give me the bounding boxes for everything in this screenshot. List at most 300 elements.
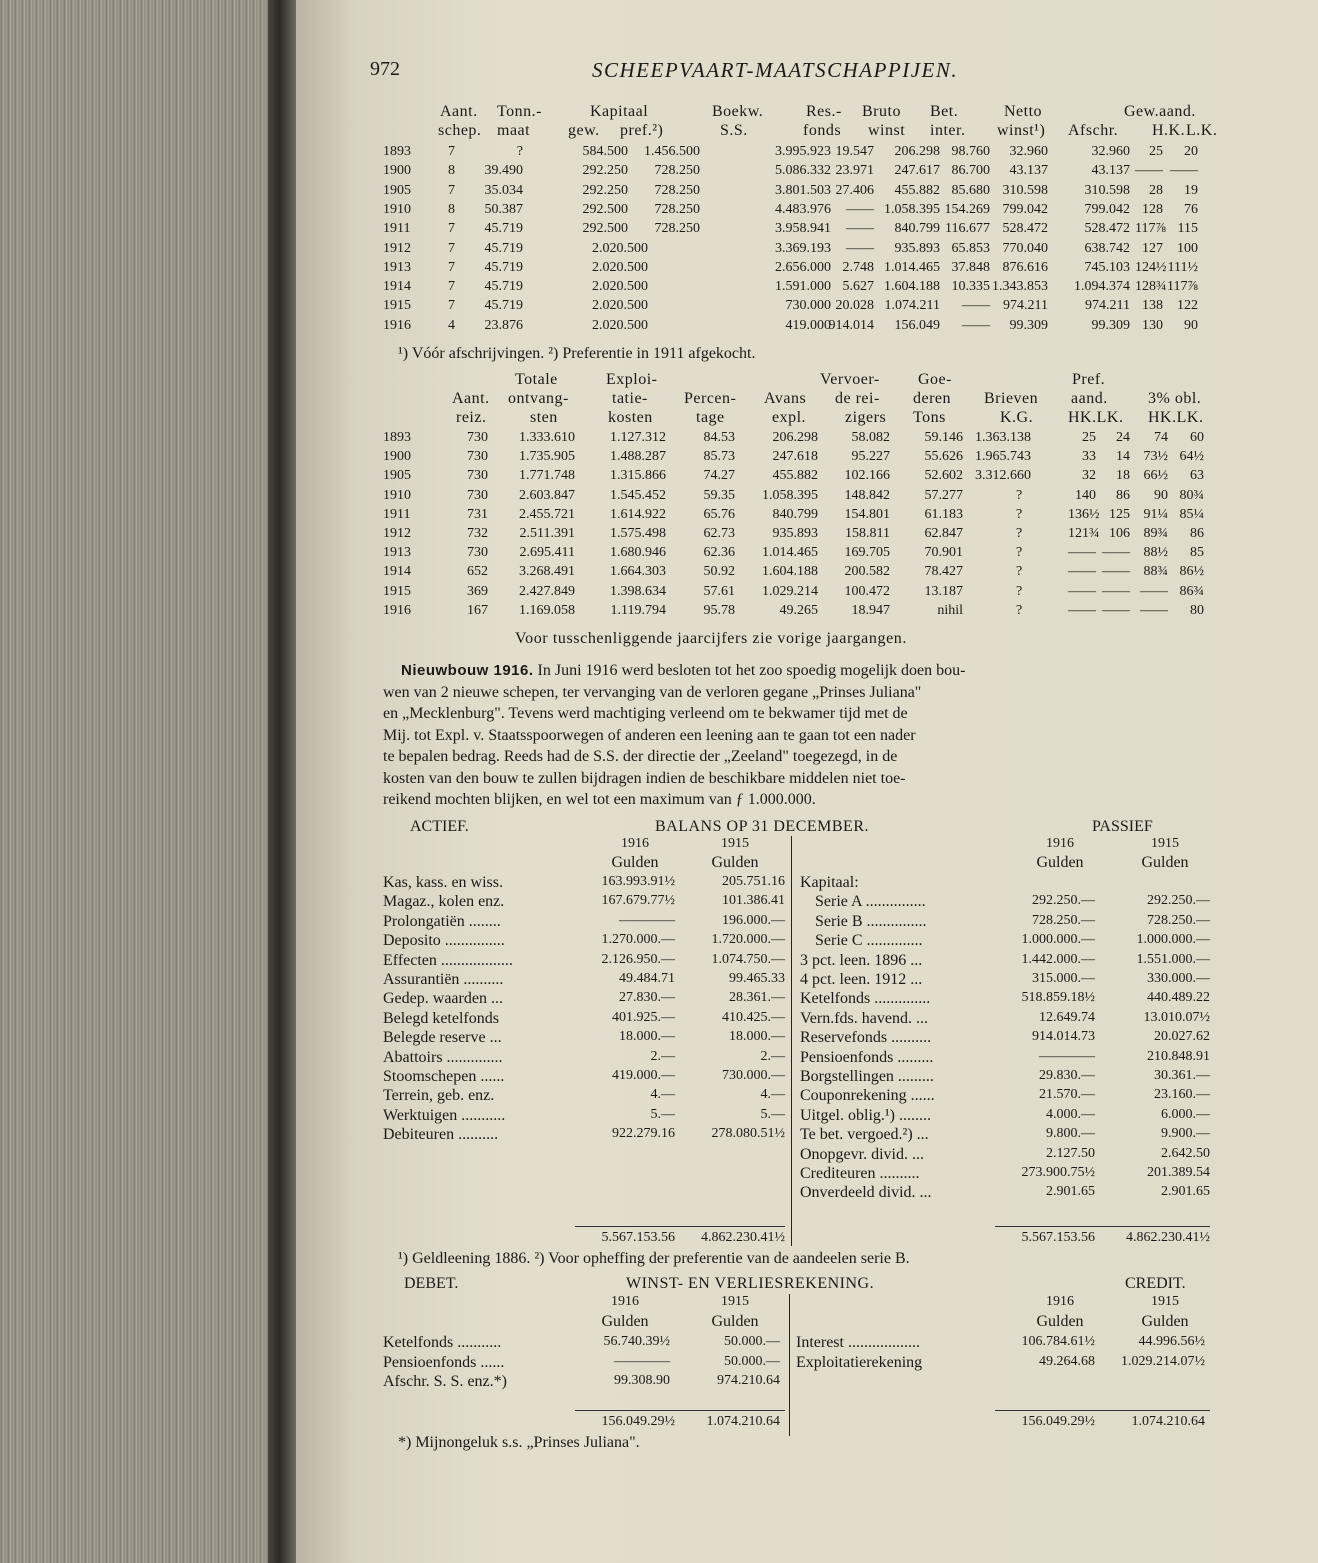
debet-1915: 50.000.— (724, 1334, 780, 1349)
table2-note: Voor tusschenliggende jaarcijfers zie vorige jaargangen. (515, 630, 907, 647)
passief-1916: ———— (1039, 1048, 1095, 1064)
table1-cell: 7 (448, 221, 455, 237)
table2-cell: 732 (467, 526, 488, 541)
table2-cell: 102.166 (844, 468, 890, 484)
table1-cell: 1913 (383, 259, 411, 275)
table1-header-top: Kapitaal (590, 103, 649, 120)
table1-cell: 7 (448, 240, 455, 256)
passief-1916: 728.250.— (1032, 912, 1095, 928)
table1-cell: 45.719 (484, 298, 523, 314)
table1-cell: 45.719 (484, 259, 523, 275)
winst-footnote: *) Mijnongeluk s.s. „Prinses Juliana". (398, 1434, 640, 1451)
passief-1916: 12.649.74 (1039, 1009, 1095, 1025)
table2-cell: 86 (1190, 526, 1204, 541)
table1-header-top: Tonn.- (497, 103, 542, 120)
passief-1915: 201.389.54 (1147, 1165, 1210, 1180)
table1-cell: —— (1135, 163, 1163, 179)
table2-cell: 1.058.395 (762, 487, 818, 503)
winst-unit-left-1: Gulden (601, 1313, 649, 1330)
table1-cell: 528.472 (1002, 221, 1048, 237)
table2-cell: 1900 (383, 449, 411, 465)
table1-cell: 8 (448, 163, 455, 179)
passief-label: Couponrekening ...... (800, 1087, 935, 1105)
table2-cell: 1893 (383, 430, 411, 445)
table2-cell: 63 (1190, 468, 1204, 484)
table1-cell: 10.335 (951, 279, 990, 295)
nieuwbouw-line-4: te bepalen bedrag. Reeds had de S.S. der directie der „Zeeland" toegezegd, in de (383, 748, 898, 765)
table1-cell: —— (962, 298, 990, 314)
table1-cell: 310.598 (1002, 182, 1048, 198)
table2-cell: 90 (1154, 487, 1168, 503)
actief-label: Magaz., kolen enz. (383, 893, 505, 911)
table1-header-top: Aant. (440, 103, 478, 120)
passief-label: Kapitaal: (800, 874, 859, 891)
table1-cell: 127 (1142, 240, 1163, 256)
total-passief-1916: 5.567.153.56 (1021, 1230, 1095, 1245)
table2-header-2: Brieven (984, 390, 1039, 407)
balance-title: BALANS OP 31 DECEMBER. (655, 818, 869, 835)
debet-1915: 50.000.— (724, 1353, 780, 1369)
table2-cell: 58.082 (851, 430, 890, 445)
table1-cell: 2.020.500 (592, 279, 648, 295)
table1-cell: 1.604.188 (884, 279, 940, 295)
passief-label: Ketelfonds .............. (800, 990, 931, 1008)
page-title: SCHEEPVAART-MAATSCHAPPIJEN. (592, 58, 959, 82)
table1-cell: 4.483.976 (775, 201, 831, 217)
table2-cell: 730 (467, 449, 488, 465)
table1-cell: 2.020.500 (592, 298, 648, 314)
table2-cell: 62.73 (703, 526, 735, 541)
table2-cell: 3.312.660 (975, 468, 1031, 484)
table1-cell: 45.719 (484, 240, 523, 256)
actief-1915: 18.000.— (729, 1029, 785, 1045)
table2-cell: 95.227 (851, 449, 890, 465)
table1-cell: 65.853 (951, 240, 990, 256)
actief-1915: 1.074.750.— (711, 951, 785, 967)
actief-label: Debiteuren .......... (383, 1126, 499, 1144)
table2-cell: 1.169.058 (519, 602, 575, 618)
nieuwbouw-paragraph (383, 660, 1218, 811)
table1-header-top: Res.- (806, 103, 842, 120)
table1-cell: 1.058.395 (884, 201, 940, 217)
table2-header-3: reiz. (456, 409, 487, 426)
table2-cell: 154.801 (844, 506, 890, 522)
passief-label: Serie C .............. (815, 932, 923, 950)
table2-cell: 1912 (383, 526, 411, 541)
actief-1915: 205.751.16 (722, 874, 785, 889)
table1-cell: 292.250 (582, 182, 628, 198)
table1-cell: 20 (1184, 144, 1198, 159)
passief-1915: 330.000.— (1147, 971, 1210, 986)
table2-cell: 3.268.491 (519, 564, 575, 580)
passief-label: Borgstellingen ......... (800, 1068, 934, 1085)
table2-header-1: Exploi- (606, 371, 658, 388)
table1-header-bottom: schep. (438, 122, 482, 139)
table1-cell: 7 (448, 259, 455, 275)
unit-left-1: Gulden (611, 854, 659, 871)
actief-1916: 5.— (650, 1106, 675, 1122)
passief-1915: 1.000.000.— (1136, 932, 1210, 948)
table2-cell: 1.545.452 (610, 487, 666, 503)
table1-cell: 1.591.000 (775, 279, 831, 295)
table1-cell: 32.960 (1009, 144, 1048, 159)
table1-header-top: Gew.aand. (1124, 103, 1196, 120)
actief-1915: 101.386.41 (722, 893, 785, 909)
passief-label: Onverdeeld divid. ... (800, 1184, 932, 1202)
total-rule-left (575, 1226, 785, 1227)
year-1916-left: 1916 (621, 836, 649, 851)
table2-cell: —— (1102, 564, 1130, 580)
total-actief-1915: 4.862.230.41½ (701, 1230, 785, 1245)
table1-cell: 99.309 (1091, 317, 1130, 333)
table2-cell: —— (1102, 602, 1130, 618)
table1-cell: 122 (1177, 298, 1198, 314)
table2-cell: 57.277 (924, 487, 963, 503)
table1-cell: 1914 (383, 279, 411, 295)
table1-cell: 1910 (383, 201, 411, 217)
table1-cell: —— (1170, 163, 1198, 179)
table2-cell: 1.604.188 (762, 564, 818, 580)
table1-cell: 728.250 (654, 221, 700, 237)
table1-cell: 86.700 (951, 163, 990, 179)
table1-cell: 2.020.500 (592, 317, 648, 333)
table2-header-2: 3% obl. (1148, 390, 1202, 407)
table1-cell: 130 (1142, 317, 1163, 333)
table1-cell: 115 (1177, 221, 1198, 237)
debet-1916: 56.740.39½ (603, 1334, 670, 1349)
book-spine-pages (0, 0, 290, 1563)
table2-header-3: K.G. (1000, 409, 1034, 426)
actief-1915: 196.000.— (722, 912, 785, 928)
table1-cell: 4 (448, 317, 455, 333)
passief-1915: 1.551.000.— (1136, 951, 1210, 967)
table2-header-3: HK.LK. (1068, 409, 1124, 426)
table2-cell: 1.735.905 (519, 449, 575, 465)
table1-cell: 50.387 (484, 201, 523, 217)
table2-cell: 1.315.866 (610, 468, 666, 484)
winst-year-1916-left: 1916 (611, 1294, 639, 1309)
table2-cell: 2.695.411 (519, 545, 575, 561)
table2-cell: ? (1016, 583, 1023, 599)
table2-cell: ? (1016, 487, 1023, 503)
table2-cell: 1.398.634 (610, 583, 666, 599)
actief-label: Effecten .................. (383, 951, 513, 969)
actief-1916: 163.993.91½ (601, 874, 675, 889)
table2-cell: 1.614.922 (610, 506, 666, 522)
table1-cell: 1900 (383, 163, 411, 179)
table2-cell: 1.127.312 (610, 430, 666, 445)
winst-divider (789, 1294, 790, 1436)
page-header (370, 58, 1130, 88)
table1-cell: 728.250 (654, 201, 700, 217)
winst-unit-left-2: Gulden (711, 1313, 759, 1330)
table2-cell: 18 (1116, 468, 1130, 484)
nieuwbouw-line-5: kosten van den bouw te zullen bijdragen indien de beschikbare middelen niet toe- (383, 769, 906, 787)
table2-cell: 95.78 (703, 602, 735, 618)
table2-cell: ? (1016, 545, 1023, 561)
actief-label: Werktuigen ........... (383, 1106, 506, 1124)
table2-header-2: aand. (1071, 390, 1108, 407)
table2-cell: 32 (1082, 468, 1096, 484)
table2-header-2: Aant. (452, 390, 490, 407)
passief-1916: 1.000.000.— (1021, 932, 1095, 948)
table2-cell: 840.799 (772, 506, 818, 522)
table2-cell: 59.35 (703, 487, 735, 503)
table1-cell: —— (962, 317, 990, 333)
table2-cell: 57.61 (703, 583, 735, 599)
balance-divider (791, 836, 792, 1246)
table1-cell: 1912 (383, 240, 411, 256)
table1-cell: —— (846, 221, 874, 237)
winst-unit-right-1: Gulden (1036, 1313, 1084, 1330)
page-number: 972 (370, 58, 400, 80)
table1-cell: 1.014.465 (884, 259, 940, 275)
passief-1915: 2.642.50 (1161, 1145, 1210, 1161)
credit-title: CREDIT. (1125, 1275, 1186, 1292)
table2-cell: nihil (937, 602, 963, 618)
table2-cell: 88½ (1143, 545, 1168, 561)
winst-unit-right-2: Gulden (1141, 1313, 1189, 1330)
actief-1915: 28.361.— (729, 990, 785, 1006)
table1-cell: 292.500 (582, 221, 628, 237)
debet-label: Afschr. S. S. enz.*) (383, 1373, 507, 1390)
table2-header-3: expl. (772, 409, 807, 426)
winst-year-1916-right: 1916 (1046, 1294, 1074, 1309)
winst-year-1915-left: 1915 (721, 1294, 749, 1309)
passief-label: 3 pct. leen. 1896 ... (800, 951, 923, 969)
table2-header-3: Tons (913, 409, 946, 426)
table1-header-bottom: pref.²) (620, 122, 664, 139)
table1-cell: 76 (1184, 201, 1198, 217)
table1-header-bottom: L.K. (1186, 122, 1218, 139)
passief-1916: 9.800.— (1046, 1126, 1095, 1142)
table1-cell: 292.250 (582, 163, 628, 179)
table1-cell: 32.960 (1091, 144, 1130, 159)
table2-header-2: tatie- (612, 390, 648, 407)
winst-total-rule-left (575, 1410, 785, 1411)
table1-header-bottom: inter. (930, 122, 966, 139)
table1-header-bottom: S.S. (720, 122, 748, 139)
table2-cell: —— (1102, 545, 1130, 561)
table2-cell: 78.427 (924, 564, 963, 580)
table1-cell: 90 (1184, 317, 1198, 333)
passief-1915: 9.900.— (1161, 1126, 1210, 1142)
table2-cell: 85¼ (1179, 506, 1204, 522)
table1-cell: ? (516, 144, 523, 159)
table2-cell: 80 (1190, 602, 1204, 618)
table1-cell: 154.269 (944, 201, 990, 217)
table1-cell: —— (846, 240, 874, 256)
table2-cell: —— (1140, 602, 1168, 618)
table1-cell: 5.627 (842, 279, 874, 295)
table1-cell: 43.137 (1091, 163, 1130, 179)
table2-cell: 1.680.946 (610, 545, 666, 561)
unit-left-2: Gulden (711, 854, 759, 871)
table1-cell: 27.406 (835, 182, 874, 198)
table2-cell: —— (1068, 602, 1096, 618)
table1-header-bottom: Afschr. (1068, 122, 1119, 139)
passief-1915: 23.160.— (1154, 1087, 1210, 1103)
table2-cell: 158.811 (845, 526, 890, 541)
actief-1915: 1.720.000.— (711, 932, 785, 948)
table1-cell: 100 (1177, 240, 1198, 256)
table1-cell: 876.616 (1002, 259, 1048, 275)
table2-cell: 1905 (383, 468, 411, 484)
table1-cell: 117⅞ (1167, 279, 1198, 295)
total-credit-1915: 1.074.210.64 (1131, 1414, 1205, 1429)
table1-cell: 45.719 (484, 279, 523, 295)
table2-cell: 148.842 (844, 487, 890, 503)
table2-cell: 247.618 (772, 449, 818, 465)
table1-cell: 799.042 (1084, 201, 1130, 217)
table1-cell: 3.958.941 (775, 221, 831, 237)
table1-cell: 584.500 (582, 144, 628, 159)
table1-cell: 3.995.923 (775, 144, 831, 159)
actief-1915: 99.465.33 (729, 971, 785, 986)
passief-1916: 292.250.— (1032, 893, 1095, 909)
table1-cell: 25 (1149, 144, 1163, 159)
table2-cell: 2.511.391 (519, 526, 575, 541)
table1-cell: 8 (448, 201, 455, 217)
table2-cell: 121¾ (1068, 526, 1100, 541)
table2-cell: 167 (467, 602, 488, 618)
passief-1915: 440.489.22 (1147, 990, 1210, 1006)
passief-1916: 1.442.000.— (1021, 951, 1095, 967)
table2-cell: 1911 (383, 506, 411, 522)
table1-cell: 935.893 (894, 240, 940, 256)
table2-cell: 935.893 (772, 526, 818, 541)
table2-cell: 50.92 (703, 564, 735, 580)
table2-cell: 59.146 (924, 430, 963, 445)
table1-cell: 23.971 (835, 163, 874, 179)
table2-cell: 49.265 (779, 602, 818, 618)
table2-cell: 200.582 (844, 564, 890, 580)
table2-cell: 1.363.138 (975, 430, 1031, 445)
winst-title: WINST- EN VERLIESREKENING. (626, 1275, 875, 1292)
total-debet-1916: 156.049.29½ (601, 1414, 675, 1429)
table2-cell: 65.76 (703, 506, 735, 522)
table2-cell: 100.472 (844, 583, 890, 599)
table2-cell: 24 (1116, 430, 1130, 445)
actief-1915: 5.— (760, 1106, 785, 1122)
passief-title: PASSIEF (1092, 818, 1153, 835)
table2-cell: 88¾ (1143, 564, 1168, 580)
table1-cell: 37.848 (951, 259, 990, 275)
table1-cell: 3.369.193 (775, 240, 831, 256)
actief-label: Abattoirs .............. (383, 1048, 503, 1066)
table2-header-1: Pref. (1072, 371, 1106, 388)
table1-header-bottom: winst¹) (997, 122, 1046, 139)
passief-label: Serie B ............... (815, 912, 927, 930)
passief-label: 4 pct. leen. 1912 ... (800, 971, 923, 988)
table2-cell: 1.575.498 (610, 526, 666, 541)
total-actief-1916: 5.567.153.56 (601, 1230, 675, 1245)
nieuwbouw-line-2: en „Mecklenburg". Tevens werd machtiging verleend om te bekwamer tijd met de (383, 705, 908, 722)
passief-1915: 20.027.62 (1154, 1029, 1210, 1045)
table2-cell: 74.27 (703, 468, 735, 484)
table2-header-3: tage (696, 409, 725, 426)
actief-1916: 18.000.— (619, 1029, 675, 1045)
table1-header-bottom: maat (497, 122, 531, 139)
table1-cell: 124½ (1135, 259, 1167, 275)
actief-1915: 410.425.— (722, 1009, 785, 1025)
table1-cell: 28 (1149, 182, 1163, 198)
nieuwbouw-line-3: Mij. tot Expl. v. Staatsspoorwegen of anderen een leening aan te gaan tot een nader (383, 726, 916, 744)
table2-cell: 18.947 (851, 602, 890, 618)
table1-cell: 85.680 (951, 182, 990, 198)
actief-1916: 2.126.950.— (601, 951, 675, 967)
table1-footnote: ¹) Vóór afschrijvingen. ²) Preferentie in 1911 afgekocht. (398, 345, 756, 362)
table2-header-1: Vervoer- (820, 371, 880, 388)
balance-footnote: ¹) Geldleening 1886. ²) Voor opheffing der preferentie van de aandeelen serie B. (398, 1250, 910, 1267)
table1-cell: 23.876 (484, 317, 523, 333)
passief-label: Pensioenfonds ......... (800, 1048, 934, 1066)
passief-label: Serie A ............... (815, 893, 926, 911)
table2-cell: 73½ (1143, 449, 1168, 465)
table1-cell: 1.074.211 (884, 298, 940, 314)
table1-cell: 638.742 (1084, 240, 1130, 256)
table2-cell: —— (1068, 545, 1096, 561)
table2-cell: 169.705 (844, 545, 890, 561)
table2-cell: 125 (1109, 506, 1130, 522)
table1-cell: 45.719 (484, 221, 523, 237)
passief-1916: 2.127.50 (1046, 1145, 1095, 1161)
actief-1916: 49.484.71 (619, 971, 675, 986)
table1-cell: 5.086.332 (775, 163, 831, 179)
passief-1916: 2.901.65 (1046, 1184, 1095, 1200)
table2-header-2: deren (913, 390, 952, 407)
table1-cell: 39.490 (484, 163, 523, 179)
table1-cell: 730.000 (785, 298, 831, 314)
actief-1915: 730.000.— (722, 1068, 785, 1083)
table1-cell: 770.040 (1002, 240, 1048, 256)
table1-cell: 116.677 (945, 221, 990, 237)
table2-cell: 140 (1075, 487, 1096, 503)
year-1916-right: 1916 (1046, 836, 1074, 851)
table1-cell: 799.042 (1002, 201, 1048, 217)
actief-1916: 401.925.— (612, 1009, 675, 1025)
table2-header-2: Avans (764, 390, 807, 407)
table1-cell: 728.250 (654, 182, 700, 198)
actief-1916: 167.679.77½ (601, 893, 675, 909)
passief-1916: 21.570.— (1039, 1087, 1095, 1103)
table2-cell: 730 (467, 468, 488, 484)
table1-header-bottom: fonds (803, 122, 842, 139)
table1-header-top: Boekw. (712, 103, 764, 120)
table1-cell: 455.882 (894, 182, 940, 198)
actief-label: Belegde reserve ... (383, 1029, 502, 1047)
table2-cell: 1.771.748 (519, 468, 575, 484)
table1-cell: 528.472 (1084, 221, 1130, 237)
table2-cell: 1913 (383, 545, 411, 561)
actief-1915: 278.080.51½ (711, 1126, 785, 1142)
table1-cell: 128 (1142, 201, 1163, 217)
table2-header-2: ontvang- (508, 390, 569, 407)
credit-1916: 49.264.68 (1039, 1353, 1095, 1369)
table2-header-3: HK.LK. (1148, 409, 1204, 426)
table1-cell: 7 (448, 182, 455, 198)
passief-1915: 13.010.07½ (1143, 1009, 1210, 1025)
table1-header-bottom: winst (868, 122, 906, 139)
table2-cell: 33 (1082, 449, 1096, 465)
actief-label: Prolongatiën ........ (383, 912, 501, 930)
passief-1915: 6.000.— (1161, 1106, 1210, 1122)
table2-cell: 84.53 (703, 430, 735, 445)
actief-label: Terrein, geb. enz. (383, 1087, 495, 1105)
passief-label: Crediteuren .......... (800, 1165, 920, 1182)
table1-cell: 7 (448, 279, 455, 295)
passief-1915: 728.250.— (1147, 912, 1210, 928)
